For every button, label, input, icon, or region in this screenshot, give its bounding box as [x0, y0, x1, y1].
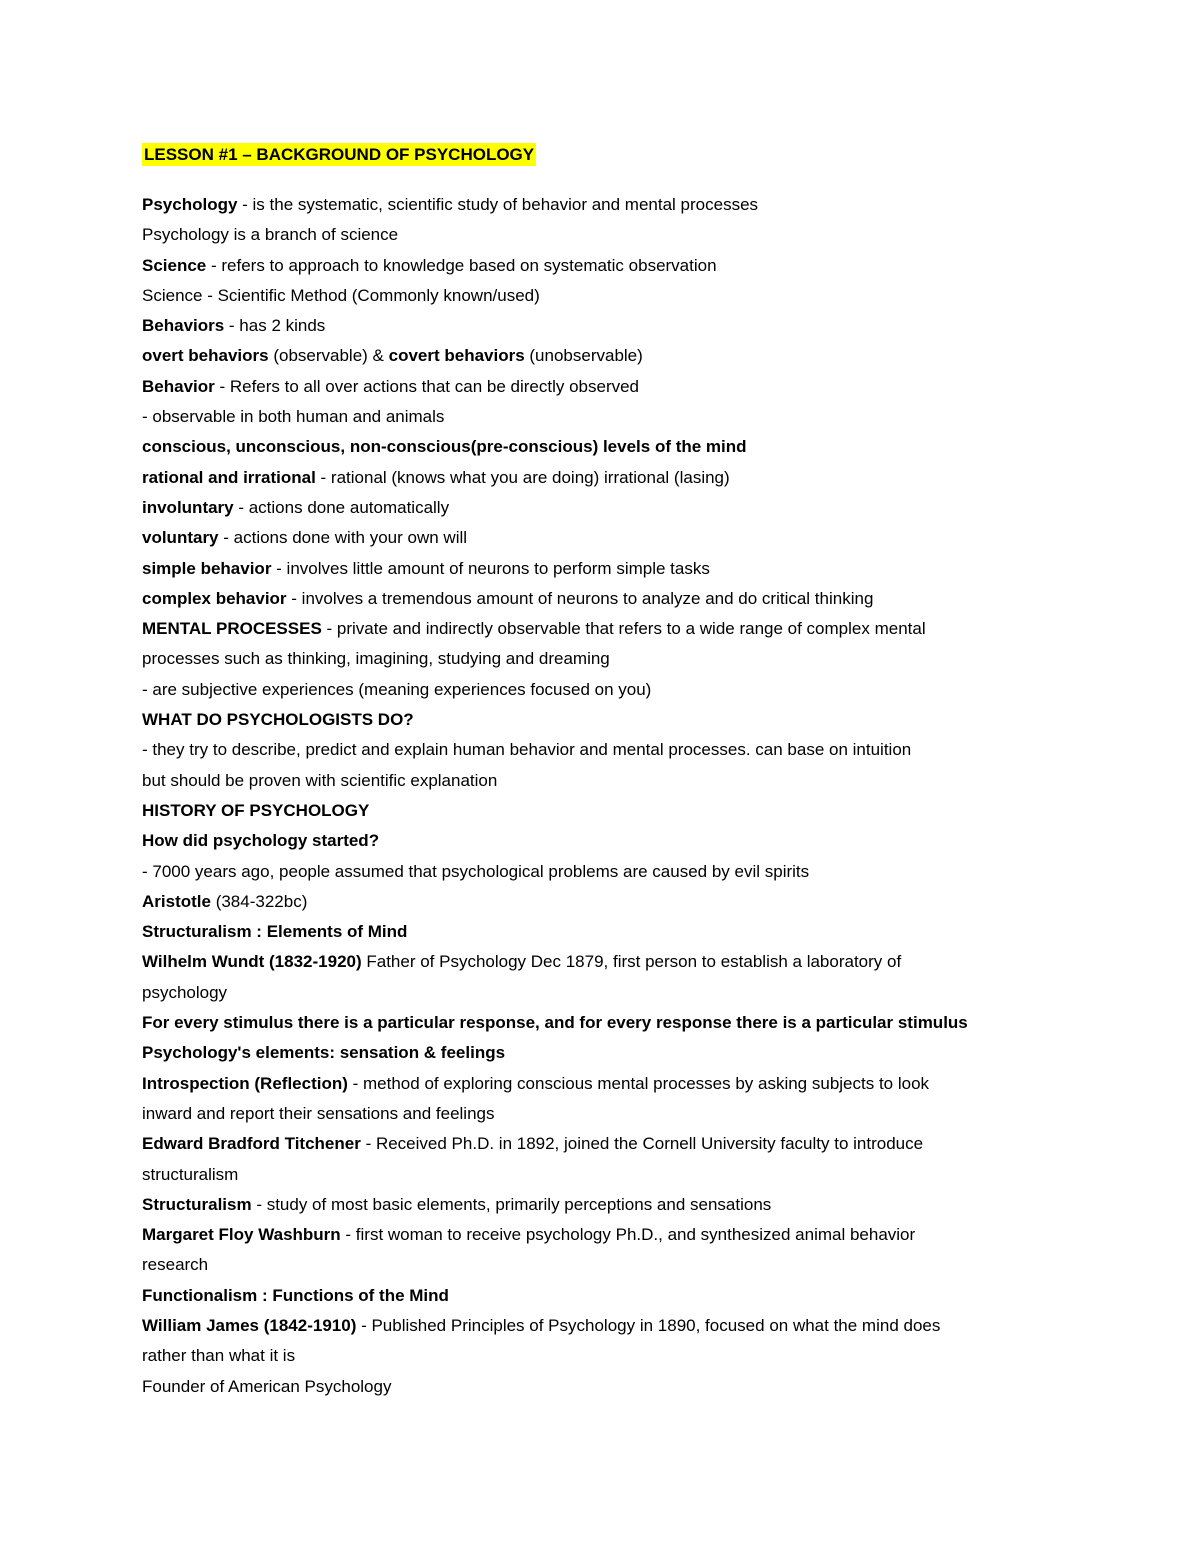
note-text: (unobservable) — [524, 346, 643, 366]
note-line — [142, 1008, 1062, 1038]
note-term: Aristotle — [142, 891, 211, 911]
note-text: structuralism — [142, 1164, 239, 1184]
lesson-title: LESSON #1 – BACKGROUND OF PSYCHOLOGY — [144, 145, 535, 164]
note-text: - observable in both human and animals — [142, 407, 445, 427]
note-line — [142, 220, 1062, 250]
note-text: - first woman to receive psychology Ph.D., and synthesized animal behavior — [340, 1225, 916, 1245]
note-text: Science - Scientific Method (Commonly known/used) — [142, 285, 540, 305]
note-term: conscious, unconscious, non-conscious(pre-conscious) levels of the mind — [142, 437, 747, 457]
note-term: Science — [142, 255, 207, 275]
note-line — [142, 675, 1062, 705]
note-line — [142, 857, 1062, 887]
note-line — [142, 190, 1062, 220]
note-line — [142, 826, 1062, 856]
note-text: inward and report their sensations and feelings — [142, 1103, 495, 1123]
note-text: - are subjective experiences (meaning experiences focused on you) — [142, 679, 652, 699]
note-text: - they try to describe, predict and explain human behavior and mental processes. can base on intuition — [142, 740, 912, 760]
note-term: simple behavior — [142, 558, 272, 578]
note-text: - Published Principles of Psychology in 1890, focused on what the mind does — [356, 1315, 941, 1335]
note-line — [142, 1129, 1062, 1159]
note-term: William James (1842-1910) — [142, 1315, 357, 1335]
note-text: - actions done with your own will — [218, 528, 468, 548]
note-term: Edward Bradford Titchener — [142, 1134, 361, 1154]
note-line — [142, 554, 1062, 584]
note-line — [142, 1341, 1062, 1371]
note-line — [142, 766, 1062, 796]
note-line — [142, 614, 1062, 644]
note-term: HISTORY OF PSYCHOLOGY — [142, 800, 370, 820]
note-term: complex behavior — [142, 588, 287, 608]
note-line — [142, 947, 1062, 977]
note-line — [142, 796, 1062, 826]
note-text: rather than what it is — [142, 1346, 296, 1366]
note-term: Psychology — [142, 195, 238, 214]
note-term: rational and irrational — [142, 467, 316, 487]
title-line — [142, 140, 1062, 170]
note-text: - rational (knows what you are doing) irrational (lasing) — [315, 467, 730, 487]
note-line — [142, 735, 1062, 765]
note-line — [142, 432, 1062, 462]
note-line — [142, 523, 1062, 553]
note-line — [142, 917, 1062, 947]
note-text: - involves little amount of neurons to perform simple tasks — [271, 558, 710, 578]
note-term: How did psychology started? — [142, 831, 380, 851]
note-line — [142, 341, 1062, 371]
note-term: Psychology's elements: sensation & feelings — [142, 1043, 506, 1063]
note-term: Functionalism : Functions of the Mind — [142, 1285, 449, 1305]
note-text: - Received Ph.D. in 1892, joined the Cornell University faculty to introduce — [360, 1134, 924, 1154]
note-text: - study of most basic elements, primarily perceptions and sensations — [251, 1194, 772, 1214]
note-term: Behaviors — [142, 316, 225, 336]
note-line — [142, 1281, 1062, 1311]
note-line — [142, 705, 1062, 735]
note-term: Introspection (Reflection) — [142, 1073, 348, 1093]
note-text: - has 2 kinds — [224, 316, 326, 336]
note-line — [142, 251, 1062, 281]
notes-body — [142, 190, 1062, 1402]
note-term: Wilhelm Wundt (1832-1920) — [142, 952, 362, 972]
note-line — [142, 1099, 1062, 1129]
note-term: WHAT DO PSYCHOLOGISTS DO? — [142, 710, 414, 730]
note-text: research — [142, 1255, 209, 1275]
note-text: - 7000 years ago, people assumed that psychological problems are caused by evil spirits — [142, 861, 810, 881]
note-term: voluntary — [142, 528, 219, 548]
note-term: overt behaviors — [142, 346, 269, 366]
note-text: - Refers to all over actions that can be directly observed — [214, 376, 640, 396]
note-text: - refers to approach to knowledge based on systematic observation — [206, 255, 717, 275]
note-term: Structuralism — [142, 1194, 252, 1214]
note-line — [142, 311, 1062, 341]
note-text: - actions done automatically — [233, 497, 450, 517]
document-page — [142, 140, 1062, 1402]
note-text: - is the systematic, scientific study of behavior and mental processes — [237, 195, 759, 214]
note-line — [142, 887, 1062, 917]
note-text: Father of Psychology Dec 1879, first person to establish a laboratory of — [361, 952, 902, 972]
note-line — [142, 584, 1062, 614]
note-term: Behavior — [142, 376, 215, 396]
note-line — [142, 1190, 1062, 1220]
note-line — [142, 1250, 1062, 1280]
note-line — [142, 402, 1062, 432]
note-term: For every stimulus there is a particular response, and for every response there is a particular stimulus — [142, 1013, 968, 1033]
note-line — [142, 978, 1062, 1008]
note-line — [142, 1311, 1062, 1341]
note-term: Margaret Floy Washburn — [142, 1225, 341, 1245]
note-line — [142, 1069, 1062, 1099]
note-text: - involves a tremendous amount of neurons to analyze and do critical thinking — [286, 588, 874, 608]
note-text: (observable) & — [268, 346, 389, 366]
note-line — [142, 1160, 1062, 1190]
note-text: (384-322bc) — [210, 891, 308, 911]
note-line — [142, 1038, 1062, 1068]
note-text: Psychology is a branch of science — [142, 225, 399, 245]
note-term: MENTAL PROCESSES — [142, 619, 322, 639]
note-line — [142, 372, 1062, 402]
note-line — [142, 644, 1062, 674]
note-term: Structuralism : Elements of Mind — [142, 922, 408, 942]
note-term: involuntary — [142, 497, 234, 517]
note-term: covert behaviors — [388, 346, 525, 366]
note-line — [142, 281, 1062, 311]
note-text: processes such as thinking, imagining, studying and dreaming — [142, 649, 610, 669]
note-line — [142, 1372, 1062, 1402]
note-line — [142, 463, 1062, 493]
note-line — [142, 493, 1062, 523]
note-text: - method of exploring conscious mental processes by asking subjects to look — [347, 1073, 930, 1093]
note-line — [142, 1220, 1062, 1250]
note-text: but should be proven with scientific explanation — [142, 770, 498, 790]
note-text: Founder of American Psychology — [142, 1376, 392, 1396]
note-text: psychology — [142, 982, 228, 1002]
note-text: - private and indirectly observable that refers to a wide range of complex mental — [321, 619, 926, 639]
